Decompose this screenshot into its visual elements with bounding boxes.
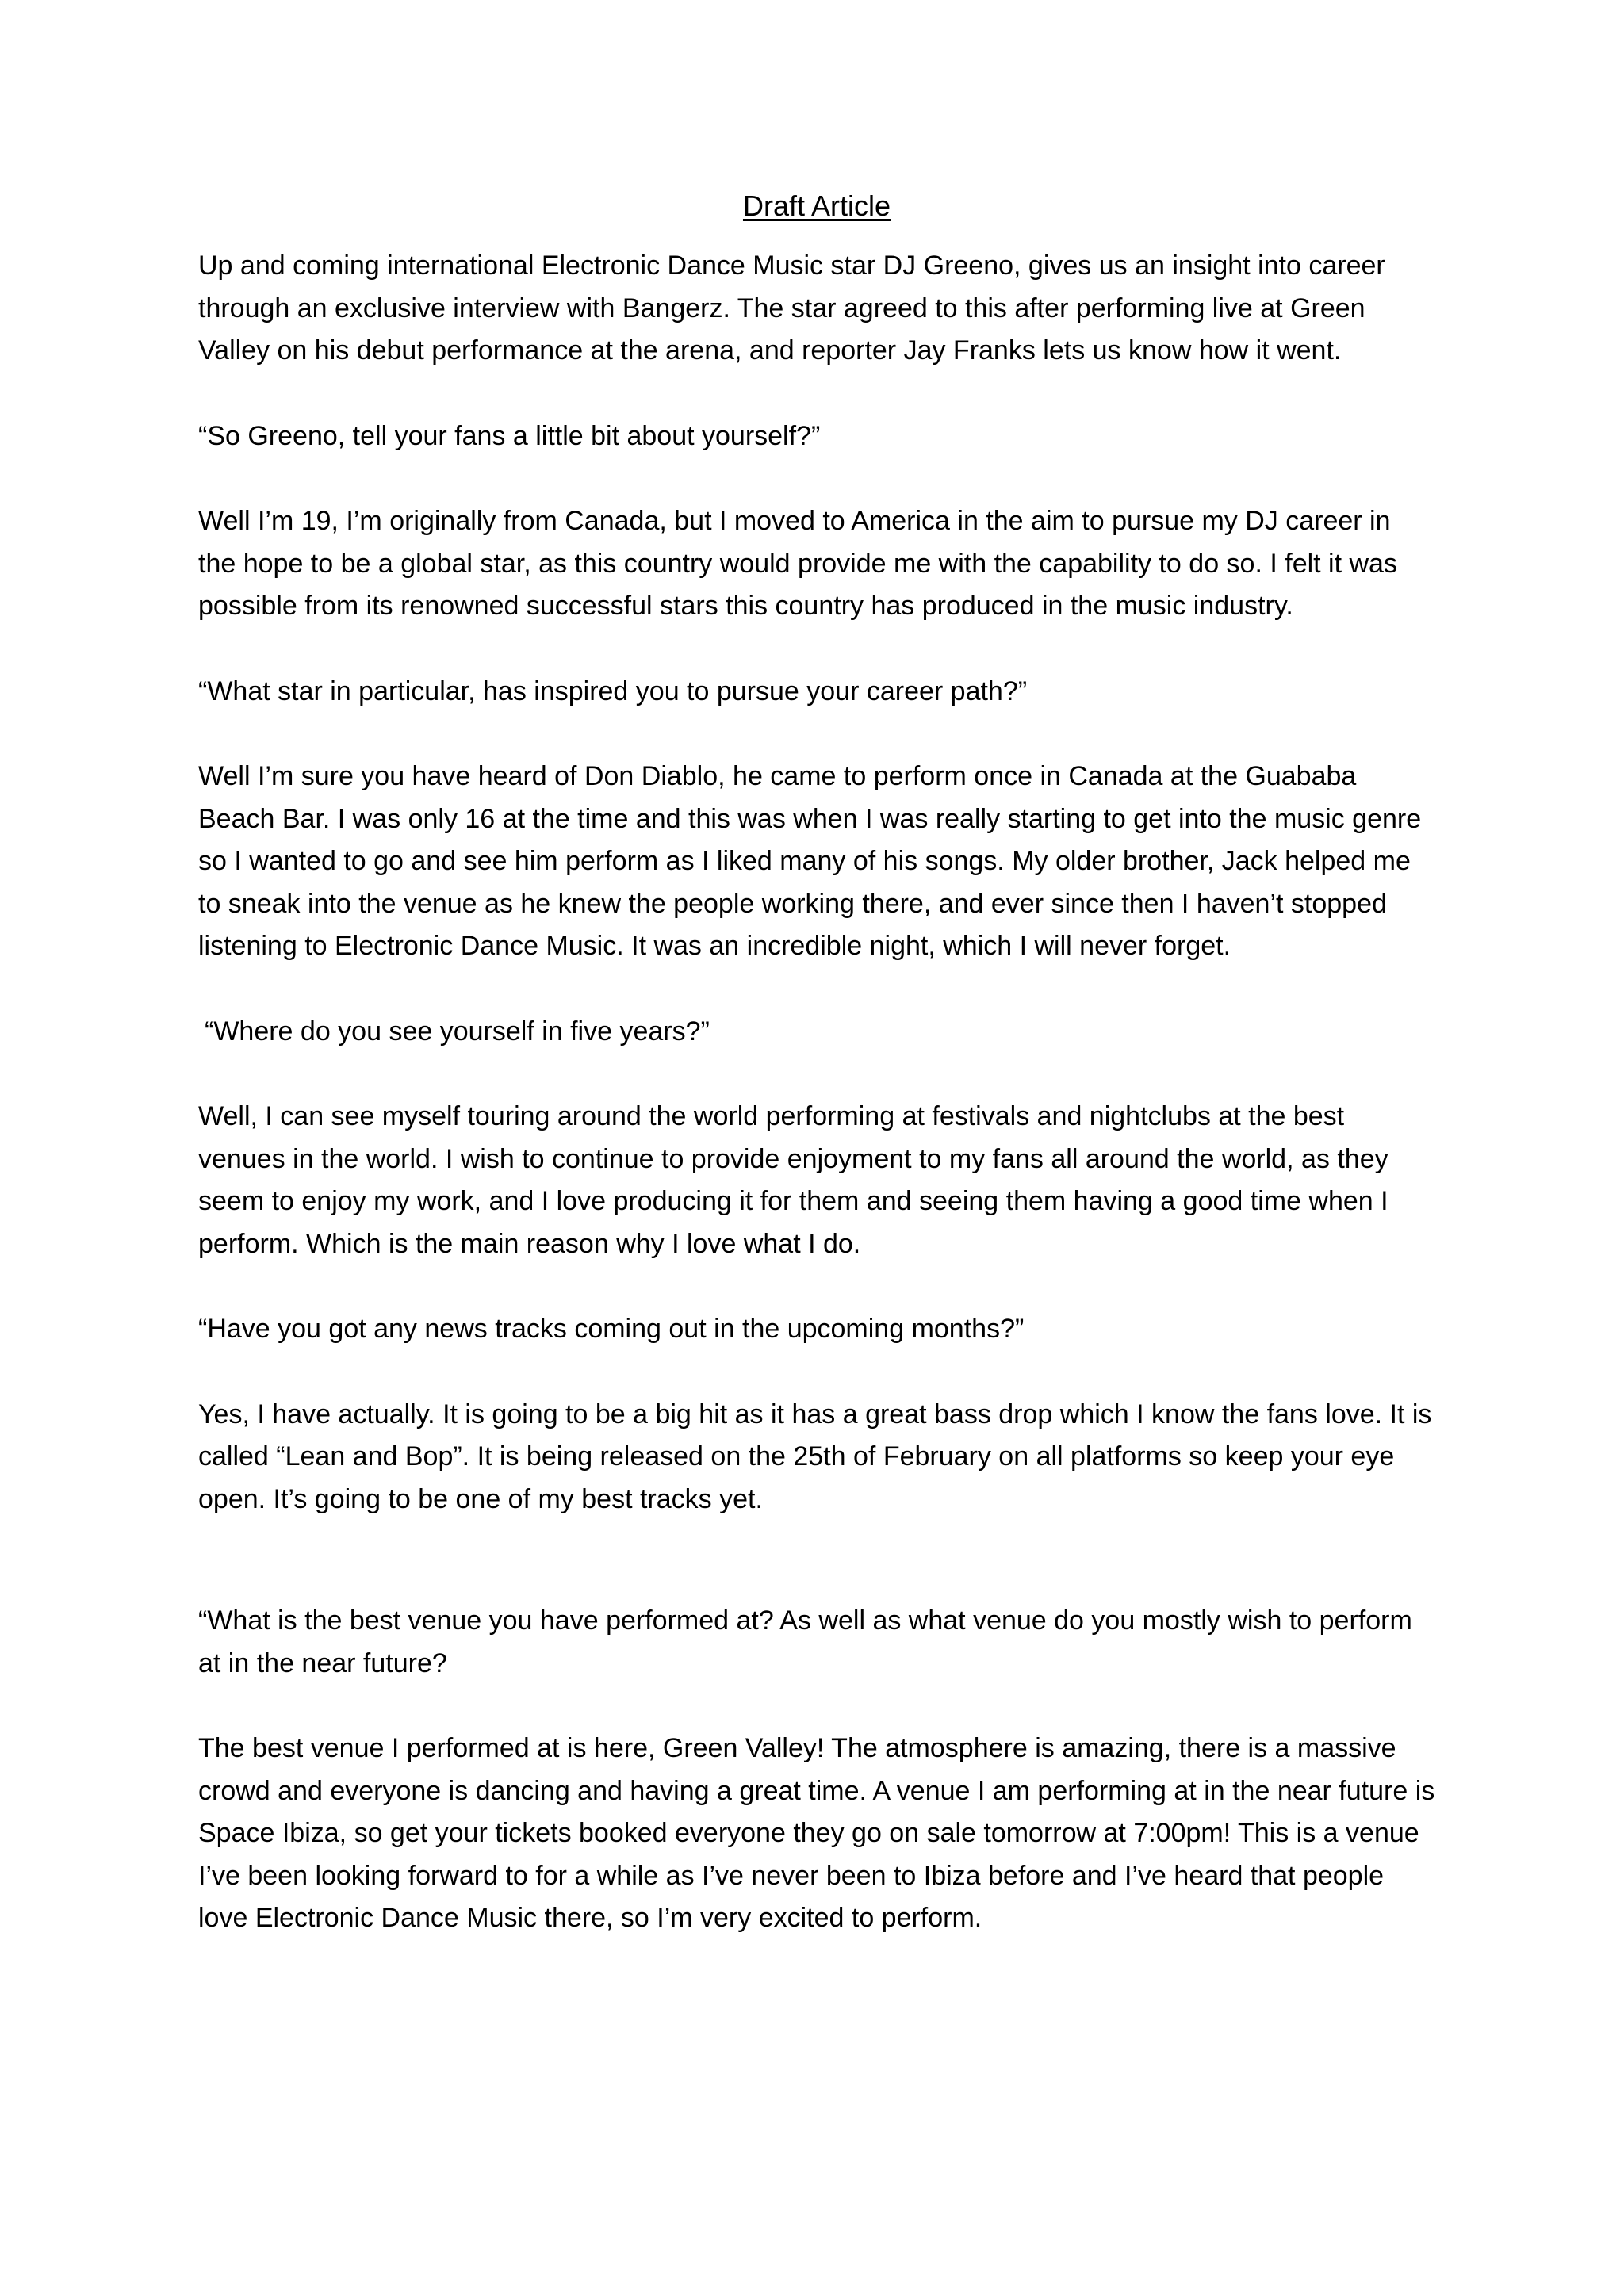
interview-answer-4: Yes, I have actually. It is going to be a big hit as it has a great bass drop which I know the fans love. It is called “Lean and Bop”. It is being released on the 25th of February on all platforms so keep your eye open. It’s going to be one of my best tracks yet. (198, 1399, 1432, 1514)
interview-answer-2: Well I’m sure you have heard of Don Diablo, he came to perform once in Canada at the Guababa Beach Bar. I was only 16 at the time and this was when I was really starting to get into the music genre so I wanted to go and see him perform as I liked many of his songs. My older brother, Jack helped me to sneak into the venue as he knew the people working there, and ever since then I haven’t stopped listening to Electronic Dance Music. It was an incredible night, which I will never forget. (198, 761, 1422, 962)
document-title: Draft Article (742, 189, 891, 222)
interview-question-3: “Where do you see yourself in five years?” (205, 1016, 710, 1047)
interview-question-4: “Have you got any news tracks coming out in the upcoming months?” (198, 1314, 1025, 1345)
interview-answer-3: Well, I can see myself touring around the world performing at festivals and nightclubs at the best venues in the world. I wish to continue to provide enjoyment to my fans all around the world, as they seem to enjoy my work, and I love producing it for them and seeing them having a good time when I perform. Which is the main reason why I love what I do. (198, 1101, 1388, 1259)
interview-question-1: “So Greeno, tell your fans a little bit about yourself?” (198, 420, 821, 451)
document-page (198, 189, 1435, 1983)
intro-paragraph: Up and coming international Electronic Dance Music star DJ Greeno, gives us an insight into career through an exclusive interview with Bangerz. The star agreed to this after performing live at Green Valley on his debut performance at the arena, and reporter Jay Franks lets us know how it went. (198, 251, 1385, 366)
interview-answer-5: The best venue I performed at is here, Green Valley! The atmosphere is amazing, there is a massive crowd and everyone is dancing and having a great time. A venue I am performing at in the near future is Space Ibiza, so get your tickets booked everyone they go on sale tomorrow at 7:00pm! This is a venue I’ve been looking forward to for a while as I’ve never been to Ibiza before and I’ve heard that people love Electronic Dance Music there, so I’m very excited to perform. (198, 1733, 1435, 1934)
interview-answer-1: Well I’m 19, I’m originally from Canada, but I moved to America in the aim to pursue my DJ career in the hope to be a global star, as this country would provide me with the capability to do so. I felt it was possible from its renowned successful stars this country has produced in the music industry. (198, 506, 1397, 622)
interview-question-2: “What star in particular, has inspired you to pursue your career path?” (198, 675, 1028, 706)
interview-question-5: “What is the best venue you have performed at? As well as what venue do you mostly wish to perform at in the near future? (198, 1605, 1412, 1678)
